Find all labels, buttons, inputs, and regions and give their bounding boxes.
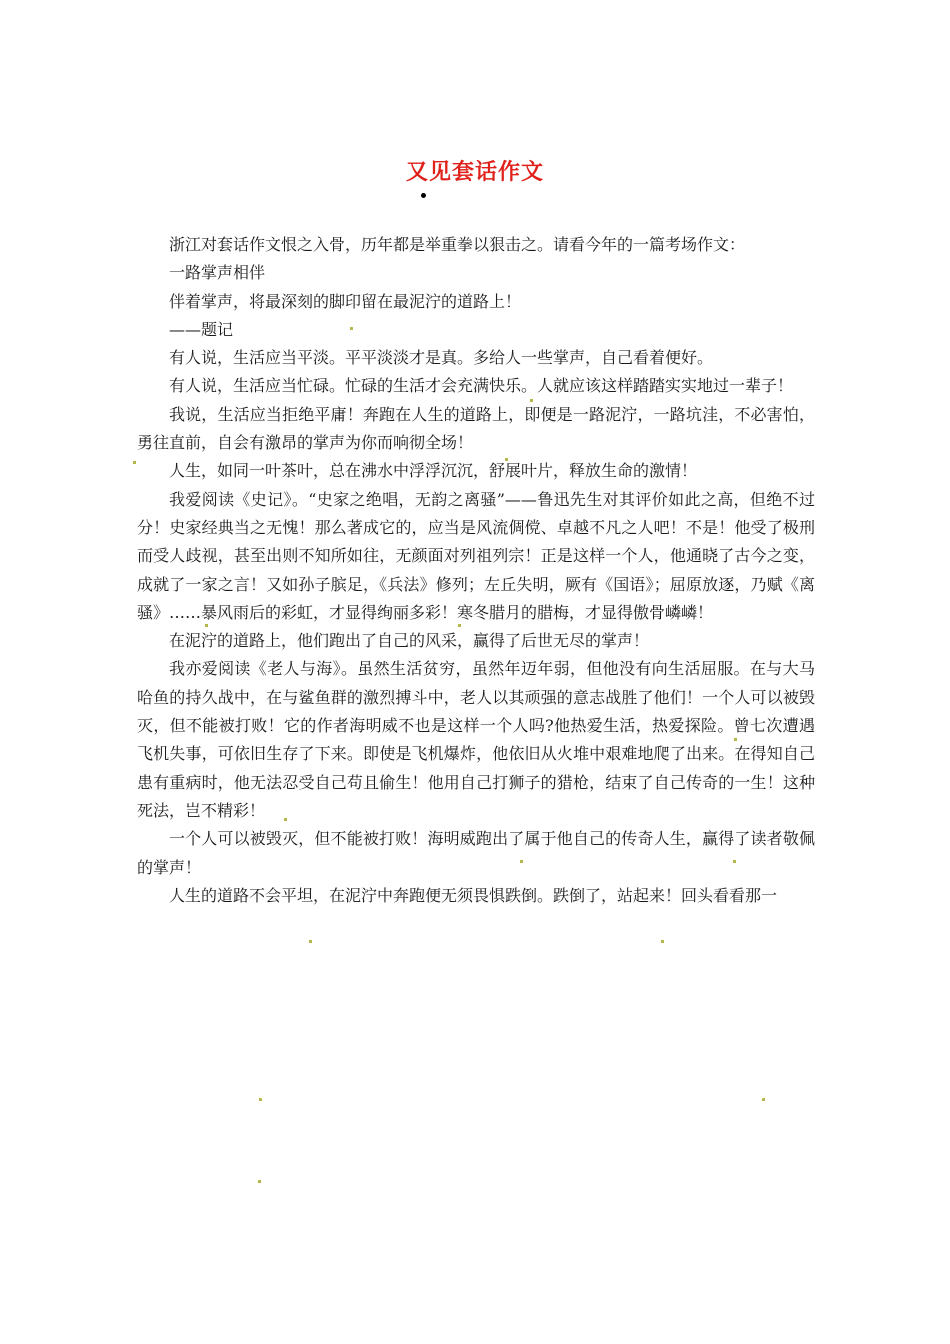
scan-speck <box>284 818 287 821</box>
scan-speck <box>734 738 737 741</box>
paragraph: 在泥泞的道路上，他们跑出了自己的风采，赢得了后世无尽的掌声！ <box>169 631 650 651</box>
paragraph: 伴着掌声，将最深刻的脚印留在最泥泞的道路上！ <box>169 291 522 311</box>
bullet-dot <box>421 193 426 198</box>
document-body <box>137 231 815 910</box>
paragraph: 有人说，生活应当忙碌。忙碌的生活才会充满快乐。人就应该这样踏踏实实地过一辈子！ <box>169 376 794 396</box>
paragraph: 人生的道路不会平坦，在泥泞中奔跑便无须畏惧跌倒。跌倒了，站起来！回头看看那一 <box>169 885 778 905</box>
scan-speck <box>530 399 533 402</box>
scan-speck <box>309 940 312 943</box>
paragraph: 我爱阅读《史记》。“史家之绝唱，无韵之离骚”——鲁迅先生对其评价如此之高，但绝不过分！史家经典当之无愧！那么著成它的，应当是风流倜傥、卓越不凡之人吧！不是！他受了极刑而受人歧视，甚至出则不知所如往，无颜面对列祖列宗！正是这样一个人，他通晓了古今之变，成就了一家之言！又如孙子膑足，《兵法》修列；左丘失明，厥有《国语》；屈原放逐，乃赋《离骚》……暴风雨后的彩虹，才显得绚丽多彩！寒冬腊月的腊梅，才显得傲骨嶙嶙！ <box>137 489 815 622</box>
document-title: 又见套话作文 <box>405 159 544 185</box>
scan-speck <box>505 458 508 461</box>
paragraph: 有人说，生活应当平淡。平平淡淡才是真。多给人一些掌声，自己看着便好。 <box>169 348 714 368</box>
scan-speck <box>520 860 523 863</box>
scan-speck <box>458 624 461 627</box>
scan-speck <box>661 940 664 943</box>
paragraph: 一个人可以被毁灭，但不能被打败！海明威跑出了属于他自己的传奇人生，赢得了读者敬佩的掌声！ <box>137 829 815 877</box>
scan-speck <box>259 1098 262 1101</box>
scan-speck <box>733 860 736 863</box>
paragraph: 我亦爱阅读《老人与海》。虽然生活贫穷，虽然年迈年弱，但他没有向生活屈服。在与大马哈鱼的持久战中，在与鲨鱼群的激烈搏斗中，老人以其顽强的意志战胜了他们！一个人可以被毁灭，但不能被打败！它的作者海明威不也是这样一个人吗?他热爱生活，热爱探险。曾七次遭遇飞机失事，可依旧生存了下来。即使是飞机爆炸，他依旧从火堆中艰难地爬了出来。在得知自己患有重病时，他无法忍受自己苟且偷生！他用自己打狮子的猎枪，结束了自己传奇的一生！这种死法，岂不精彩！ <box>137 659 815 820</box>
scan-speck <box>133 461 136 464</box>
paragraph: 浙江对套话作文恨之入骨，历年都是举重拳以狠击之。请看今年的一篇考场作文： <box>169 235 746 254</box>
paragraph: 我说，生活应当拒绝平庸！奔跑在人生的道路上，即便是一路泥泞，一路坑洼，不必害怕，勇往直前，自会有激昂的掌声为你而响彻全场！ <box>137 404 815 453</box>
paragraph: ——题记 <box>169 319 234 339</box>
paragraph: 一路掌声相伴 <box>169 263 266 283</box>
scan-speck <box>350 327 353 330</box>
scan-speck <box>258 1180 261 1183</box>
scan-speck <box>205 624 208 627</box>
scan-speck <box>762 1098 765 1101</box>
paragraph: 人生，如同一叶茶叶，总在沸水中浮浮沉沉，舒展叶片，释放生命的激情！ <box>169 461 698 481</box>
